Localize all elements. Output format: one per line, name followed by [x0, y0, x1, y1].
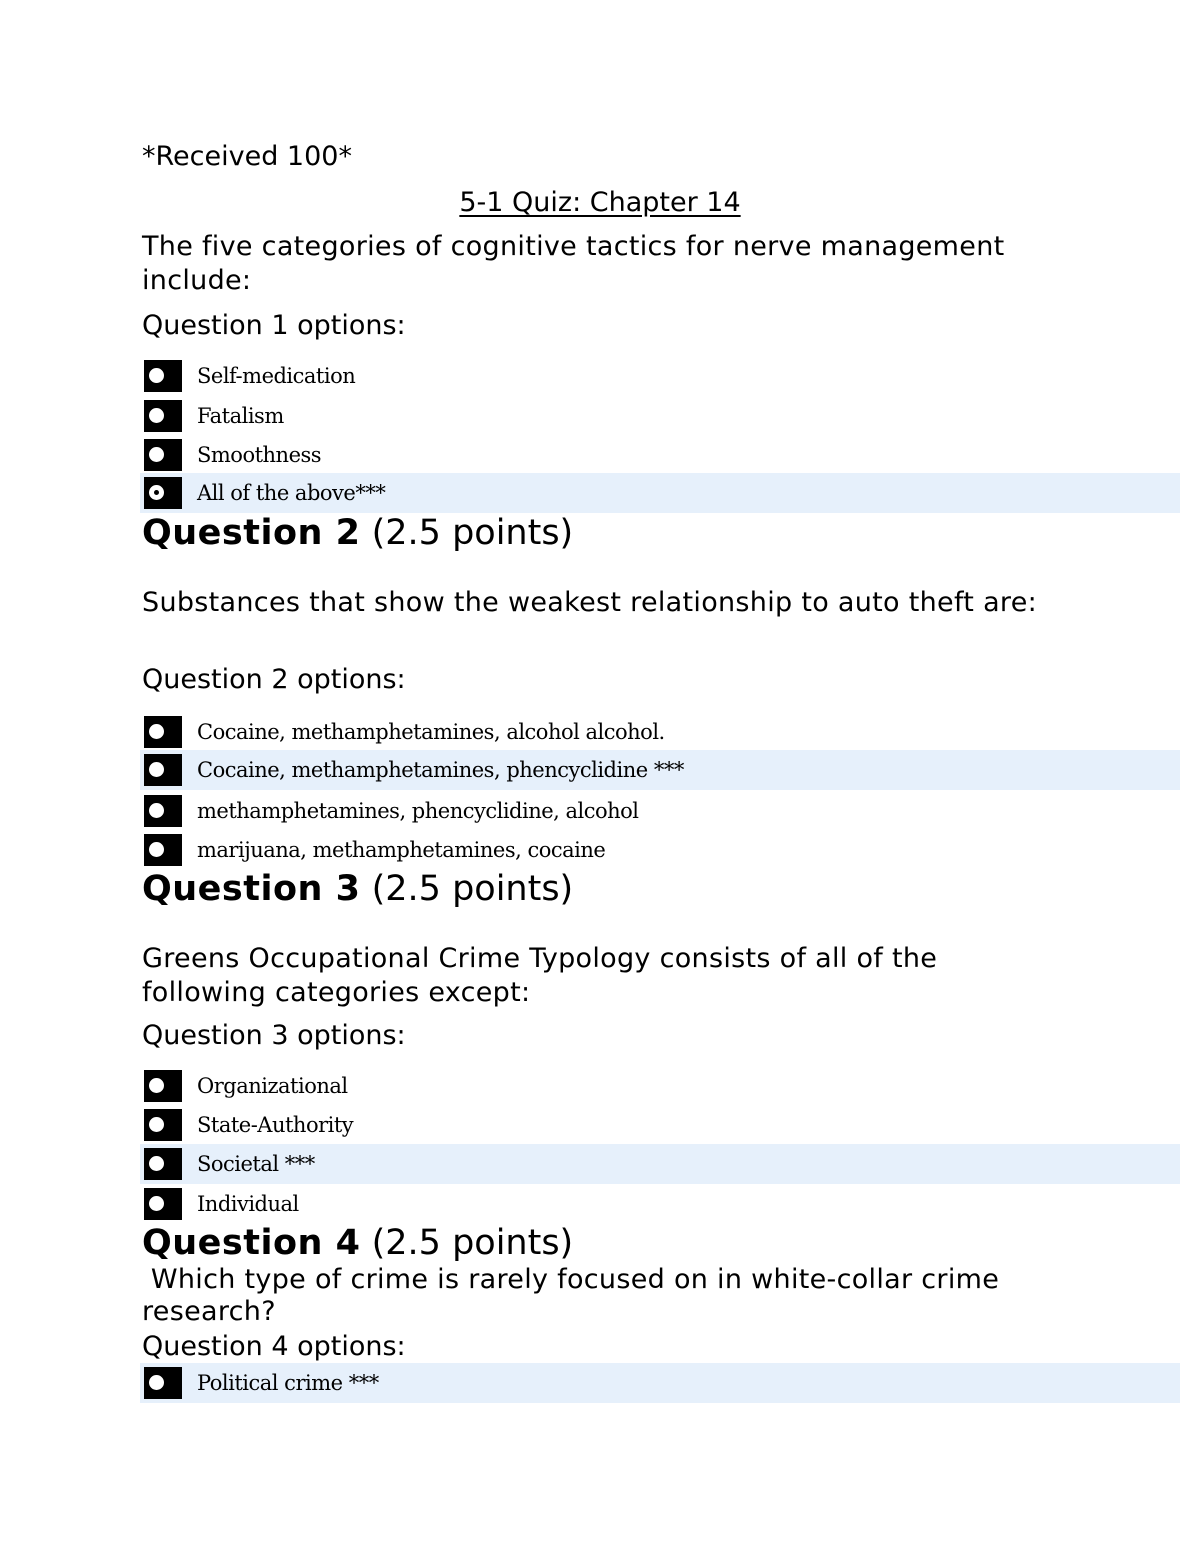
question-2-option-2[interactable]: [140, 750, 1180, 790]
radio-button-icon[interactable]: [144, 834, 182, 866]
question-heading: Question 4: [142, 1223, 361, 1263]
option-label: Political crime ***: [197, 1371, 379, 1395]
question-2-option-4[interactable]: [140, 830, 1180, 870]
question-2-prompt: Substances that show the weakest relationship to auto theft are:: [142, 587, 1038, 618]
question-2-heading: [142, 512, 573, 554]
question-3-prompt: Greens Occupational Crime Typology consists of all of the following categories except:: [142, 943, 938, 1008]
radio-button-icon[interactable]: [144, 1188, 182, 1220]
question-4-option-1[interactable]: [140, 1363, 1180, 1403]
radio-button-selected-icon[interactable]: [144, 477, 182, 509]
question-points: (2.5 points): [371, 1223, 574, 1263]
option-label: marijuana, methamphetamines, cocaine: [197, 838, 606, 862]
question-points: (2.5 points): [371, 869, 574, 909]
received-score: *Received 100*: [142, 141, 352, 172]
option-label: Individual: [197, 1192, 299, 1216]
question-2-option-3[interactable]: [140, 791, 1180, 831]
option-label: Societal ***: [197, 1152, 315, 1176]
radio-button-icon[interactable]: [144, 795, 182, 827]
option-label: methamphetamines, phencyclidine, alcohol: [197, 799, 639, 823]
question-3-option-3[interactable]: [140, 1144, 1180, 1184]
question-3-option-2[interactable]: [140, 1105, 1180, 1145]
question-2-options-label: Question 2 options:: [142, 664, 406, 695]
option-label: Organizational: [197, 1074, 348, 1098]
question-1-option-1[interactable]: [140, 356, 1180, 396]
question-2-option-1[interactable]: [140, 712, 1180, 752]
question-1-prompt: The five categories of cognitive tactics for nerve management include:: [142, 231, 1005, 296]
question-1-option-2[interactable]: [140, 396, 1180, 436]
option-label: All of the above***: [197, 481, 386, 505]
question-3-options-label: Question 3 options:: [142, 1020, 406, 1051]
option-label: Fatalism: [197, 404, 284, 428]
quiz-title: 5-1 Quiz: Chapter 14: [459, 187, 741, 218]
question-heading: Question 3: [142, 869, 361, 909]
option-label: State-Authority: [197, 1113, 354, 1137]
radio-button-icon[interactable]: [144, 439, 182, 471]
question-1-option-4[interactable]: [140, 473, 1180, 513]
option-label: Self-medication: [197, 364, 356, 388]
radio-button-icon[interactable]: [144, 1367, 182, 1399]
question-3-heading: [142, 868, 573, 910]
question-1-option-3[interactable]: [140, 435, 1180, 475]
radio-button-icon[interactable]: [144, 360, 182, 392]
question-points: (2.5 points): [371, 513, 574, 553]
question-4-options-label: Question 4 options:: [142, 1331, 406, 1362]
question-3-option-4[interactable]: [140, 1184, 1180, 1224]
question-1-options-label: Question 1 options:: [142, 310, 406, 341]
radio-button-icon[interactable]: [144, 716, 182, 748]
question-heading: Question 2: [142, 513, 361, 553]
radio-button-icon[interactable]: [144, 1148, 182, 1180]
radio-button-icon[interactable]: [144, 1070, 182, 1102]
radio-button-icon[interactable]: [144, 1109, 182, 1141]
option-label: Smoothness: [197, 443, 322, 467]
question-3-option-1[interactable]: [140, 1066, 1180, 1106]
question-4-heading: [142, 1222, 573, 1264]
option-label: Cocaine, methamphetamines, phencyclidine ***: [197, 758, 684, 782]
question-4-prompt: Which type of crime is rarely focused on in white-collar crime research?: [142, 1264, 1009, 1327]
option-label: Cocaine, methamphetamines, alcohol alcohol.: [197, 720, 665, 744]
radio-button-icon[interactable]: [144, 400, 182, 432]
radio-button-icon[interactable]: [144, 754, 182, 786]
